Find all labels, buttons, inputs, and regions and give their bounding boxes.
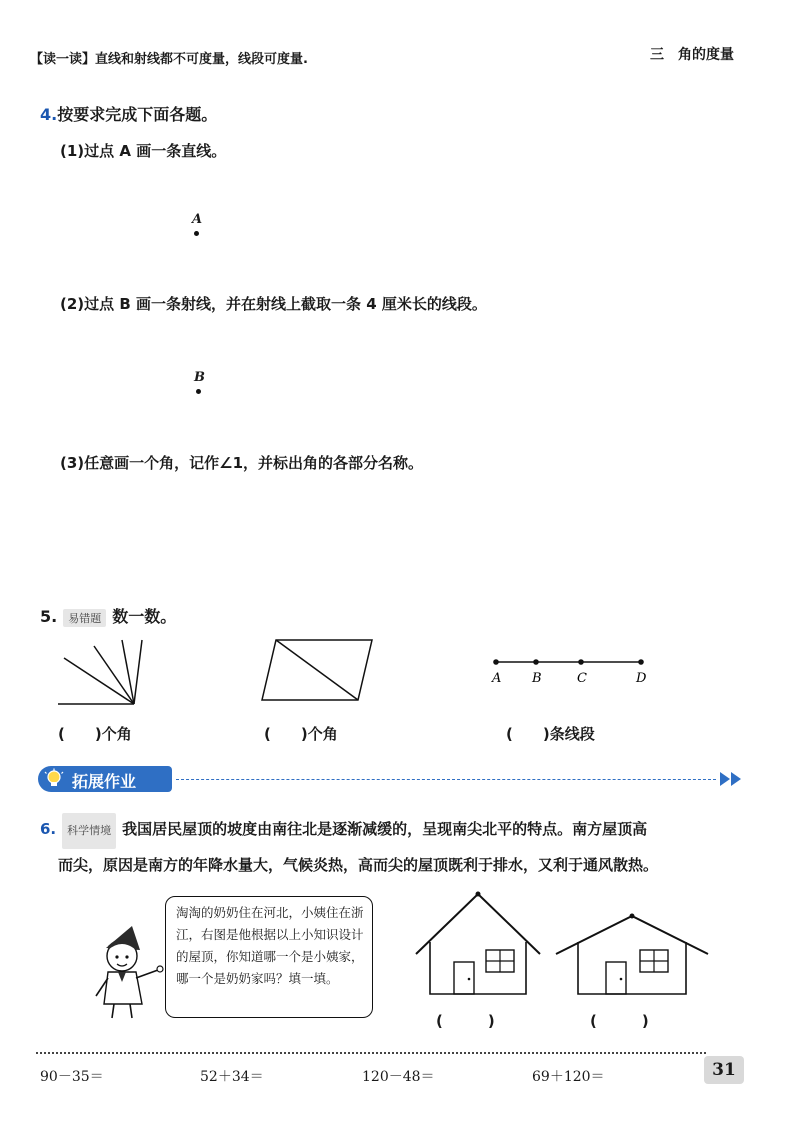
extension-title: 拓展作业 [72,772,137,791]
q5-title-text: 数一数。 [112,607,177,626]
parallelogram-diagonal [276,640,358,700]
segment-label-a: A [492,671,502,686]
q4-number: 4. [40,105,58,124]
chapter-heading [650,44,734,64]
point-a-label: A [192,212,203,227]
point-b-dot[interactable] [196,389,201,394]
q5-tag: 易错题 [63,609,106,627]
angle-ray-2 [64,658,134,704]
q6-paragraph-line1 [40,812,760,849]
segment-figure [486,652,656,686]
q4-part2: (2)过点 B 画一条射线，并在射线上截取一条 4 厘米长的线段。 [60,295,487,313]
parallelogram-figure [258,636,378,706]
reading-tip-label: 【读一读】 [30,52,96,67]
house-flat-roof [552,910,712,1000]
q4-title [40,102,217,125]
chapter-title: 角的度量 [678,47,734,63]
page-number: 31 [704,1056,744,1084]
house2-answer[interactable]: ( ) [590,1012,649,1030]
lightbulb-icon [42,768,66,790]
q6-line1-text: 我国居民屋顶的坡度由南往北是逐渐减缓的，呈现南尖北平的特点。南方屋顶高 [122,820,648,838]
calc-4: 69＋120＝ [532,1069,605,1085]
q6-paragraph-line2: 而尖，原因是南方的年降水量大，气候炎热，高而尖的屋顶既利于排水，又利于通风散热。 [58,856,659,874]
footer-divider [36,1052,706,1054]
calc-3: 120－48＝ [362,1069,435,1085]
point-a-dot[interactable] [194,231,199,236]
q5-title [40,604,176,627]
chapter-number: 三 [650,47,664,63]
q5-answer-angles-2[interactable]: ( )个角 [264,725,338,743]
segment-label-b: B [532,671,542,686]
q5-answer-segments[interactable]: ( )条线段 [506,725,595,743]
q6-number: 6. [40,820,57,838]
extension-dashed-line [176,779,716,780]
q4-part3: (3)任意画一个角，记作∠1，并标出角的各部分名称。 [60,454,424,472]
angle-ray-5 [134,640,142,704]
house-steep-roof [412,890,544,1000]
segment-point-d [638,659,644,665]
double-arrow-icon [718,771,746,787]
speech-bubble-text: 淘淘的奶奶住在河北，小姨住在浙江，右图是他根据以上小知识设计的屋顶，你知道哪一个是小姨家，哪一个是奶奶家吗？填一填。 [176,905,364,986]
q4-title-text: 按要求完成下面各题。 [57,105,218,124]
segment-point-c [578,659,584,665]
segment-point-a [493,659,499,665]
house1-answer[interactable]: ( ) [436,1012,495,1030]
calc-1: 90－35＝ [40,1069,104,1085]
segment-label-c: C [577,671,587,686]
reading-tip [30,48,308,67]
segment-point-b [533,659,539,665]
segment-label-d: D [636,671,647,686]
q5-number: 5. [40,607,58,626]
calc-2: 52＋34＝ [200,1069,264,1085]
q6-tag: 科学情境 [62,813,116,849]
child-character-icon [84,920,168,1020]
angles-figure [50,636,160,710]
q5-answer-angles-1[interactable]: ( )个角 [58,725,132,743]
point-b-label: B [194,370,205,385]
q4-part1: (1)过点 A 画一条直线。 [60,142,227,160]
reading-tip-text: 直线和射线都不可度量，线段可度量. [95,52,308,67]
q4-part3-drawing-area[interactable] [60,490,740,590]
